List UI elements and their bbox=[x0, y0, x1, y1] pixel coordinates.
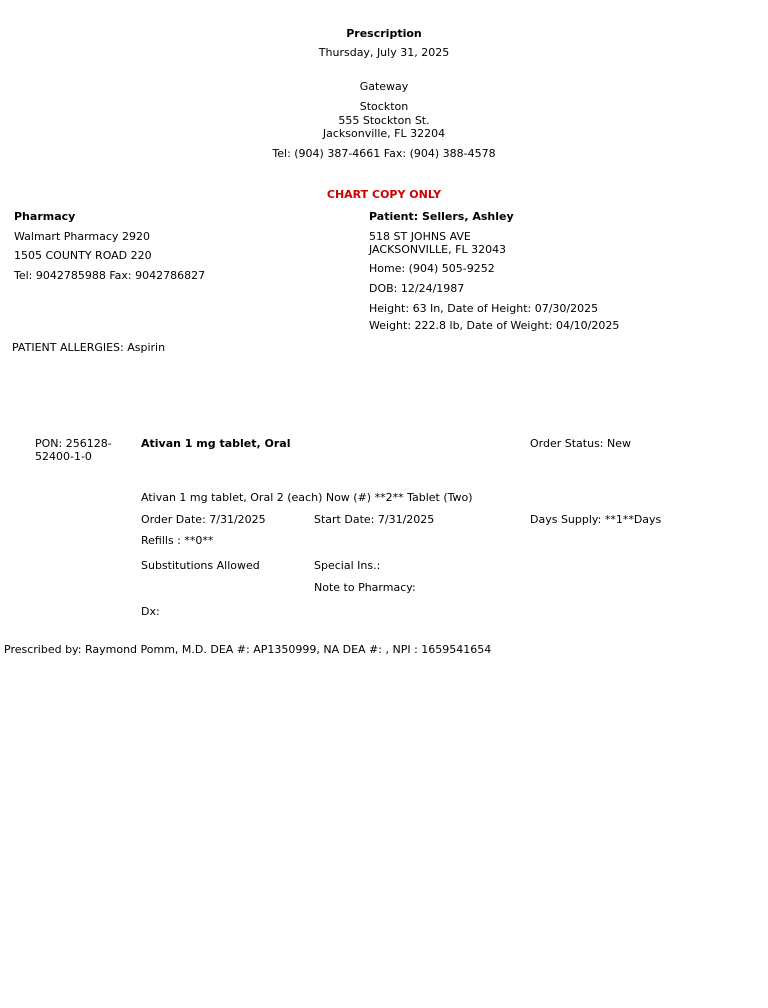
facility-name: Gateway bbox=[359, 80, 409, 93]
order-dx: Dx: bbox=[141, 605, 160, 618]
prescriber-line: Prescribed by: Raymond Pomm, M.D. DEA #: AP1350999, NA DEA #: , NPI : 1659541654 bbox=[4, 643, 492, 656]
order-drug: Ativan 1 mg tablet, Oral bbox=[141, 437, 291, 450]
order-status: Order Status: New bbox=[530, 437, 632, 450]
facility-city: Stockton bbox=[359, 100, 409, 113]
pharmacy-phone: Tel: 9042785988 Fax: 9042786827 bbox=[14, 269, 206, 282]
patient-address1: 518 ST JOHNS AVE bbox=[369, 230, 471, 243]
order-special-ins: Special Ins.: bbox=[314, 559, 381, 572]
order-pon: PON: 256128-52400-1-0 bbox=[35, 437, 112, 463]
pharmacy-address: 1505 COUNTY ROAD 220 bbox=[14, 249, 152, 262]
facility-citystate: Jacksonville, FL 32204 bbox=[322, 127, 446, 140]
order-substitutions: Substitutions Allowed bbox=[141, 559, 260, 572]
pharmacy-name: Walmart Pharmacy 2920 bbox=[14, 230, 150, 243]
document-date: Thursday, July 31, 2025 bbox=[318, 46, 450, 59]
pharmacy-heading: Pharmacy bbox=[14, 210, 76, 223]
document-title: Prescription bbox=[346, 27, 422, 40]
patient-height: Height: 63 In, Date of Height: 07/30/2025 bbox=[369, 302, 599, 315]
order-note-to-pharmacy: Note to Pharmacy: bbox=[314, 581, 416, 594]
order-date: Order Date: 7/31/2025 bbox=[141, 513, 266, 526]
chart-copy-label: CHART COPY ONLY bbox=[326, 188, 442, 201]
facility-phone: Tel: (904) 387-4661 Fax: (904) 388-4578 bbox=[272, 147, 496, 160]
patient-weight: Weight: 222.8 lb, Date of Weight: 04/10/2025 bbox=[369, 319, 620, 332]
order-refills: Refills : **0** bbox=[141, 534, 214, 547]
patient-allergies: PATIENT ALLERGIES: Aspirin bbox=[12, 341, 166, 354]
patient-heading: Patient: Sellers, Ashley bbox=[369, 210, 514, 223]
patient-dob: DOB: 12/24/1987 bbox=[369, 282, 465, 295]
patient-address2: JACKSONVILLE, FL 32043 bbox=[369, 243, 507, 256]
order-days-supply: Days Supply: **1**Days bbox=[530, 513, 662, 526]
order-start-date: Start Date: 7/31/2025 bbox=[314, 513, 435, 526]
patient-home-phone: Home: (904) 505-9252 bbox=[369, 262, 495, 275]
order-sig: Ativan 1 mg tablet, Oral 2 (each) Now (#) **2** Tablet (Two) bbox=[141, 491, 473, 504]
facility-street: 555 Stockton St. bbox=[338, 114, 430, 127]
